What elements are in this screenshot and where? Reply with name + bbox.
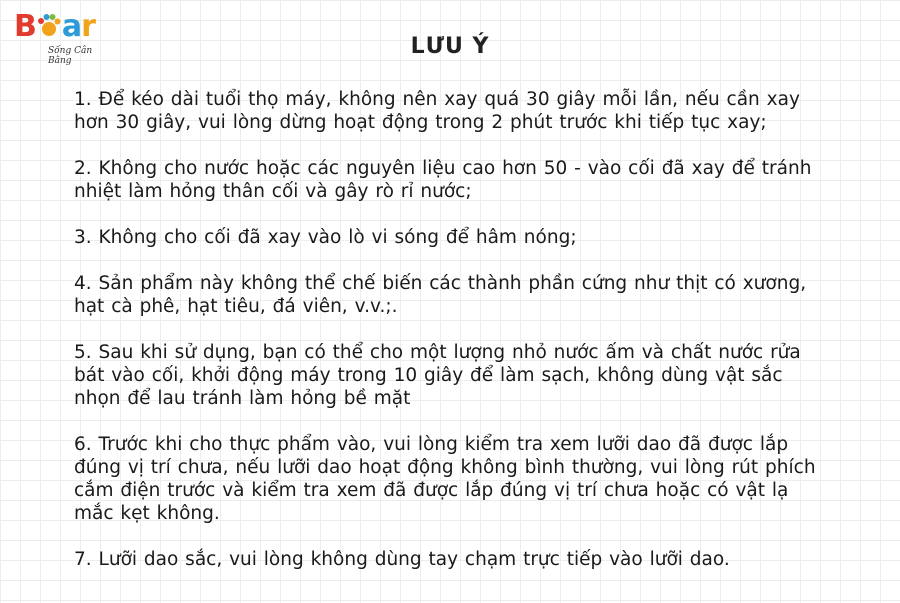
note-item-6: 6. Trước khi cho thực phẩm vào, vui lòng kiểm tra xem lưỡi dao đã được lắp đúng vị trí chưa, nếu lưỡi dao hoạt động không bình thường, vui lòng rút phích cắm điện trước và kiểm tra xem đã được lắp đúng vị trí chưa hoặc có vật lạ mắc kẹt không. xyxy=(74,434,816,524)
logo-letter-r: r xyxy=(81,9,95,44)
logo-letter-a: a xyxy=(61,9,82,44)
page-title: LƯU Ý xyxy=(410,34,490,59)
note-item-3: 3. Không cho cối đã xay vào lò vi sóng để hâm nóng; xyxy=(74,227,577,248)
note-item-5: 5. Sau khi sử dụng, bạn có thể cho một lượng nhỏ nước ấm và chất nước rửa bát vào cối, khởi động máy trong 10 giây để làm sạch, không dùng vật sắc nhọn để lau tránh làm hỏng bề mặt xyxy=(74,342,801,409)
note-item-4: 4. Sản phẩm này không thể chế biến các thành phần cứng như thịt có xương, hạt cà phê, hạt tiêu, đá viên, v.v.;. xyxy=(74,273,807,317)
note-item-2: 2. Không cho nước hoặc các nguyên liệu cao hơn 50 - vào cối đã xay để tránh nhiệt làm hỏng thân cối và gây rò rỉ nước; xyxy=(74,158,812,202)
note-item-1: 1. Để kéo dài tuổi thọ máy, không nên xay quá 30 giây mỗi lần, nếu cần xay hơn 30 giây, vui lòng dừng hoạt động trong 2 phút trước khi tiếp tục xay; xyxy=(74,89,800,133)
logo-letter-b: B xyxy=(14,9,36,44)
note-item-7: 7. Lưỡi dao sắc, vui lòng không dùng tay chạm trực tiếp vào lưỡi dao. xyxy=(74,549,730,570)
logo-tagline: Sống Cân Bằng xyxy=(48,46,93,66)
notes-list xyxy=(74,88,834,594)
